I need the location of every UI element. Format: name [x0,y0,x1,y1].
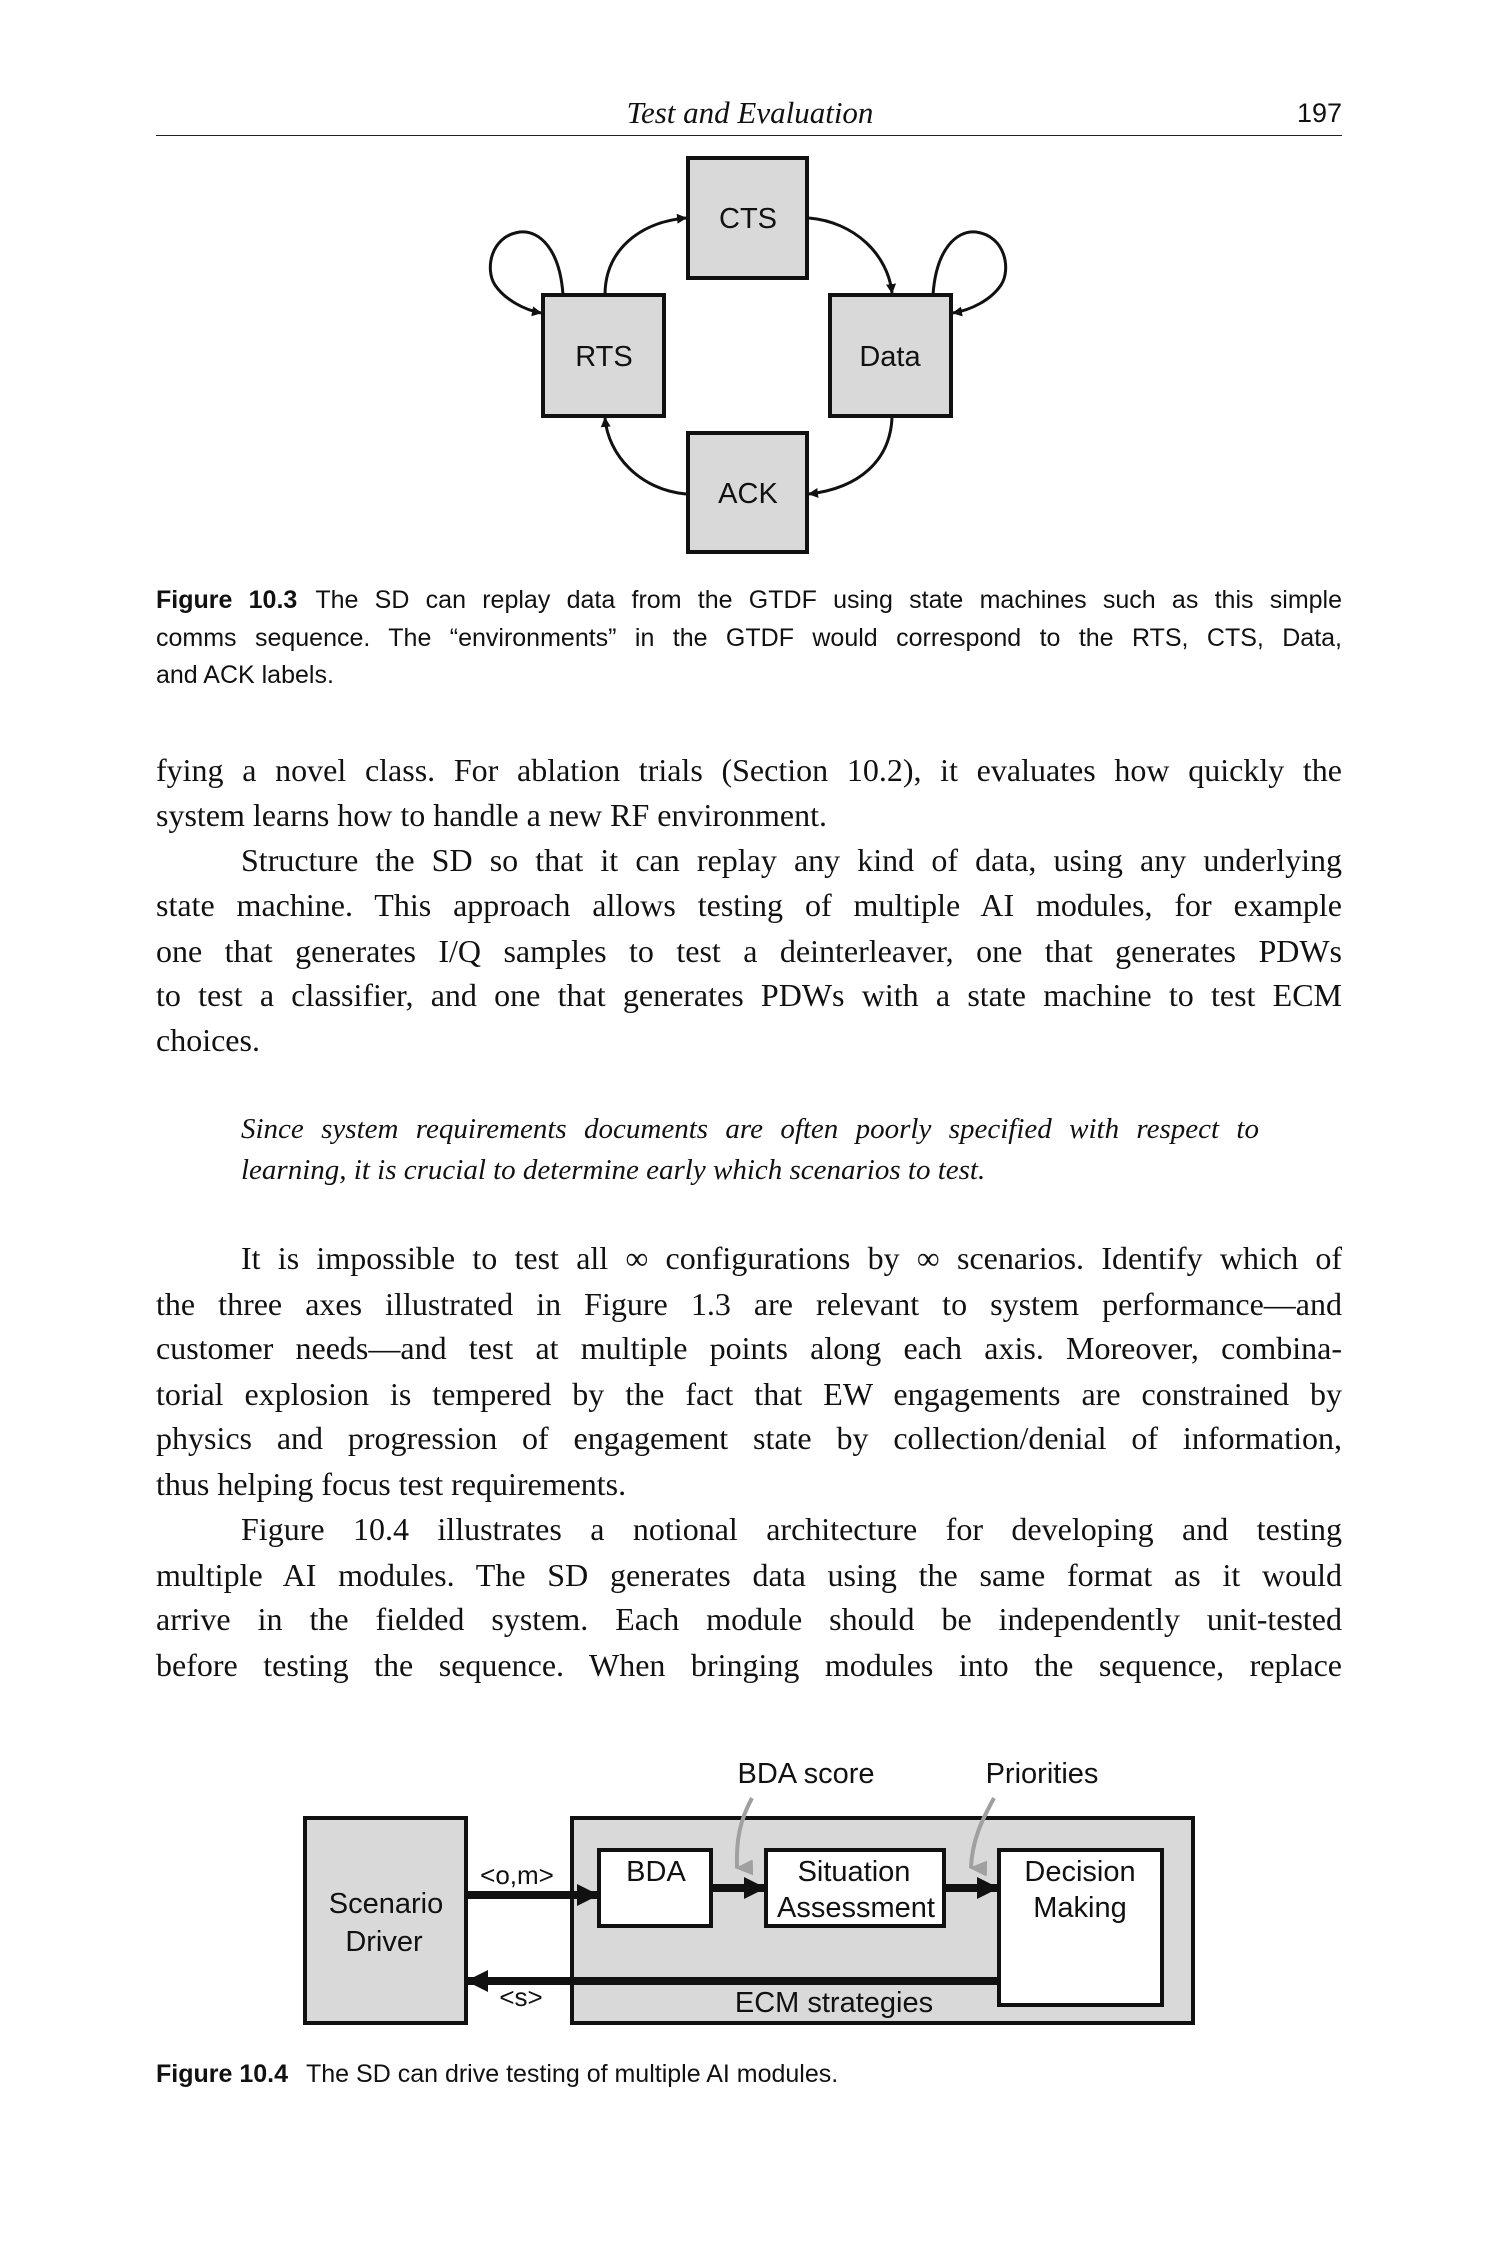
body-line: Figure 10.4 illustrates a notional architecture for developing and testing [241,1511,1342,1547]
body-line: arrive in the fielded system. Each module should be independently unit-tested [156,1601,1342,1637]
state-label-cts: CTS [719,203,777,235]
figure-10-4-caption-label: Figure 10.4 [156,2060,288,2088]
situation-assessment-label-line2: Assessment [777,1892,935,1924]
body-line: choices. [156,1022,260,1058]
body-line: multiple AI modules. The SD generates data using the same format as it would [156,1557,1342,1593]
body-line: torial explosion is tempered by the fact that EW engagements are constrained by [156,1376,1342,1412]
pull-quote-line: Since system requirements documents are often poorly specified with respect to [241,1113,1259,1145]
body-line: system learns how to handle a new RF environment. [156,797,827,833]
caption-text: The SD can replay data from the GTDF using state machines such as this simple [315,586,1343,614]
state-label-ack: ACK [718,478,778,510]
arrow-cts-to-data [809,218,892,293]
figure-10-3-caption-line [156,585,1342,615]
body-line: Structure the SD so that it can replay any kind of data, using any underlying [241,842,1342,878]
body-line: before testing the sequence. When bringing modules into the sequence, replace [156,1647,1342,1683]
arrow-ack-to-rts [605,418,686,494]
state-label-rts: RTS [575,341,633,373]
figure-10-3-state-diagram [490,158,1005,552]
decision-making-label-line1: Decision [1024,1856,1136,1888]
page-number: 197 [1296,98,1342,128]
body-line: the three axes illustrated in Figure 1.3 are relevant to system performance—and [156,1286,1342,1322]
figure-10-3-caption-label: Figure 10.3 [156,586,298,614]
scenario-driver-box [305,1818,466,2023]
body-line: customer needs—and test at multiple points along each axis. Moreover, combina- [156,1330,1342,1366]
scenario-driver-label-line1: Scenario [328,1888,444,1920]
decision-making-label-line2: Making [1033,1892,1127,1924]
arrow-data-to-ack [809,418,892,494]
state-label-data: Data [859,341,921,373]
body-line: physics and progression of engagement state by collection/denial of information, [156,1420,1342,1456]
figure-10-4-architecture-diagram [305,1758,1193,2023]
bda-score-label: BDA score [737,1758,875,1790]
running-header-title: Test and Evaluation [626,95,874,130]
body-line: thus helping focus test requirements. [156,1466,627,1502]
arrow-rts-to-cts [605,218,686,295]
body-line: one that generates I/Q samples to test a deinterleaver, one that generates PDWs [156,933,1342,969]
figure-10-3-caption-line: and ACK labels. [156,661,334,689]
output-label: <s> [499,1982,543,2012]
bda-label: BDA [626,1856,686,1888]
pull-quote-line: learning, it is crucial to determine early which scenarios to test. [241,1154,986,1186]
caption-text: The SD can drive testing of multiple AI modules. [306,2060,839,2088]
input-label: <o,m> [480,1860,554,1890]
figure-10-3-caption-line: comms sequence. The “environments” in the GTDF would correspond to the RTS, CTS, Data, [156,624,1342,652]
situation-assessment-label-line1: Situation [797,1856,911,1888]
body-line: state machine. This approach allows testing of multiple AI modules, for example [156,887,1342,923]
figure-10-4-caption [156,2059,1342,2089]
body-line: fying a novel class. For ablation trials (Section 10.2), it evaluates how quickly the [156,752,1342,788]
scenario-driver-label-line2: Driver [345,1926,423,1958]
priorities-label: Priorities [985,1758,1099,1790]
body-line: It is impossible to test all ∞ configurations by ∞ scenarios. Identify which of [241,1240,1342,1276]
ecm-strategies-label: ECM strategies [734,1987,934,2019]
body-line: to test a classifier, and one that generates PDWs with a state machine to test ECM [156,977,1342,1013]
